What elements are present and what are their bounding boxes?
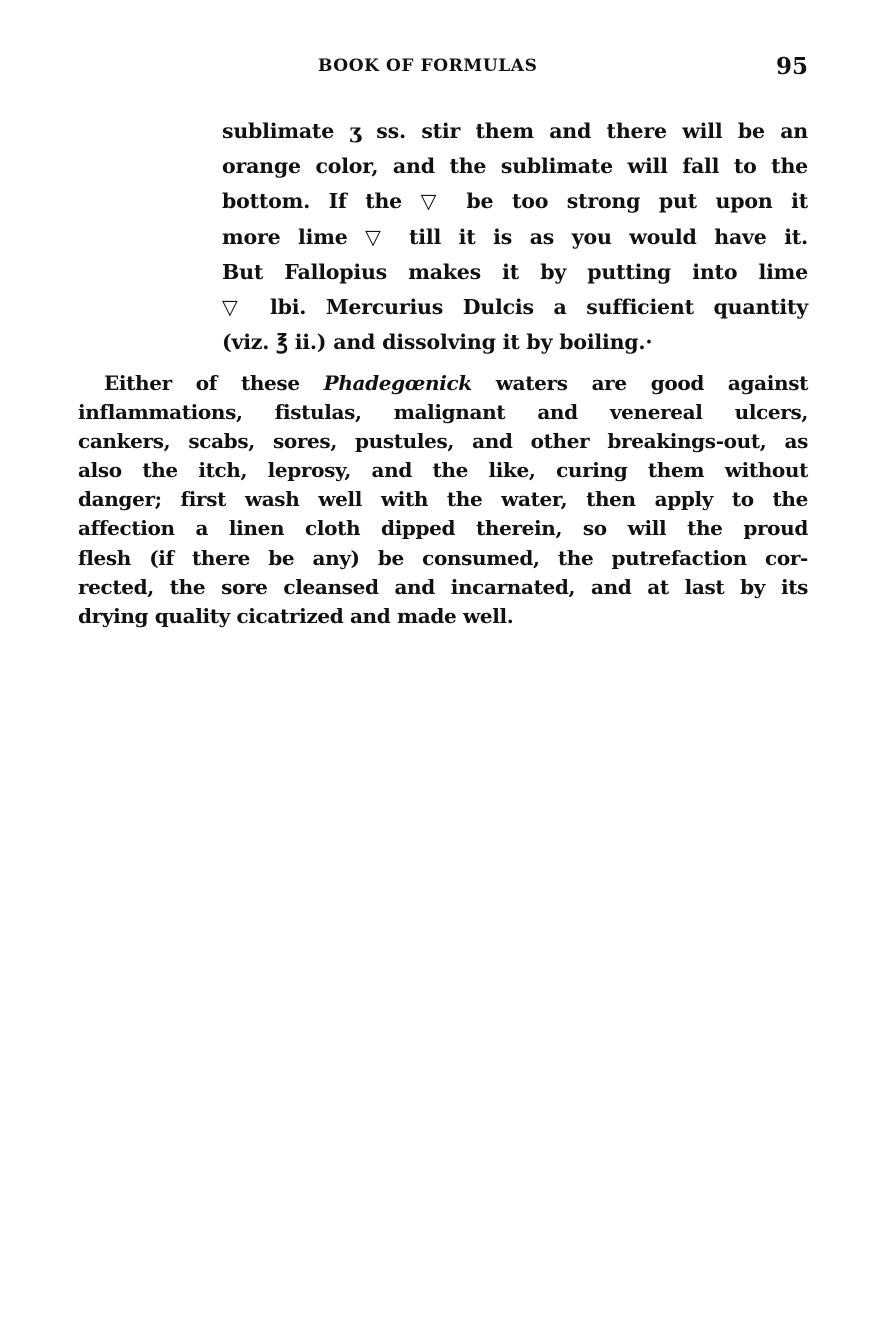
text-line <box>78 369 808 398</box>
text-line: orange color, and the sublimate will fall to the <box>222 154 808 179</box>
running-head <box>0 53 892 84</box>
text-line: danger; first wash well with the water, then apply to the <box>78 487 808 512</box>
text-line: inflammations, fistulas, malignant and venereal ulcers, <box>78 400 808 425</box>
page-number: 95 <box>776 53 809 80</box>
text-line: rected, the sore cleansed and incarnated, and at last by its <box>78 574 808 599</box>
italic-term: Phadegœnick <box>323 371 472 395</box>
text-run: Either of these <box>104 371 324 395</box>
indented-paragraph <box>222 114 808 360</box>
text-line: sublimate ʒ ss. stir them and there will be an <box>222 119 808 143</box>
text-line: cankers, scabs, sores, pustules, and other breakings-out, as <box>78 429 808 454</box>
text-line: ▽ lbi. Mercurius Dulcis a sufficient quantity <box>222 294 808 319</box>
text-line: drying quality cicatrized and made well. <box>78 603 514 628</box>
text-line: affection a linen cloth dipped therein, so will the proud <box>78 516 808 541</box>
text-line: (viz. ℥ ii.) and dissolving it by boiling.· <box>222 330 653 355</box>
text-line: But Fallopius makes it by putting into lime <box>222 259 808 284</box>
main-paragraph <box>78 369 808 631</box>
text-line: more lime ▽ till it is as you would have it. <box>222 224 808 249</box>
running-title: BOOK OF FORMULAS <box>318 56 538 76</box>
text-line: bottom. If the ▽ be too strong put upon it <box>222 189 808 214</box>
text-line: flesh (if there be any) be consumed, the putrefaction cor- <box>78 545 808 570</box>
text-line: also the itch, leprosy, and the like, curing them without <box>78 458 808 483</box>
text-run: waters are good against <box>471 371 809 395</box>
